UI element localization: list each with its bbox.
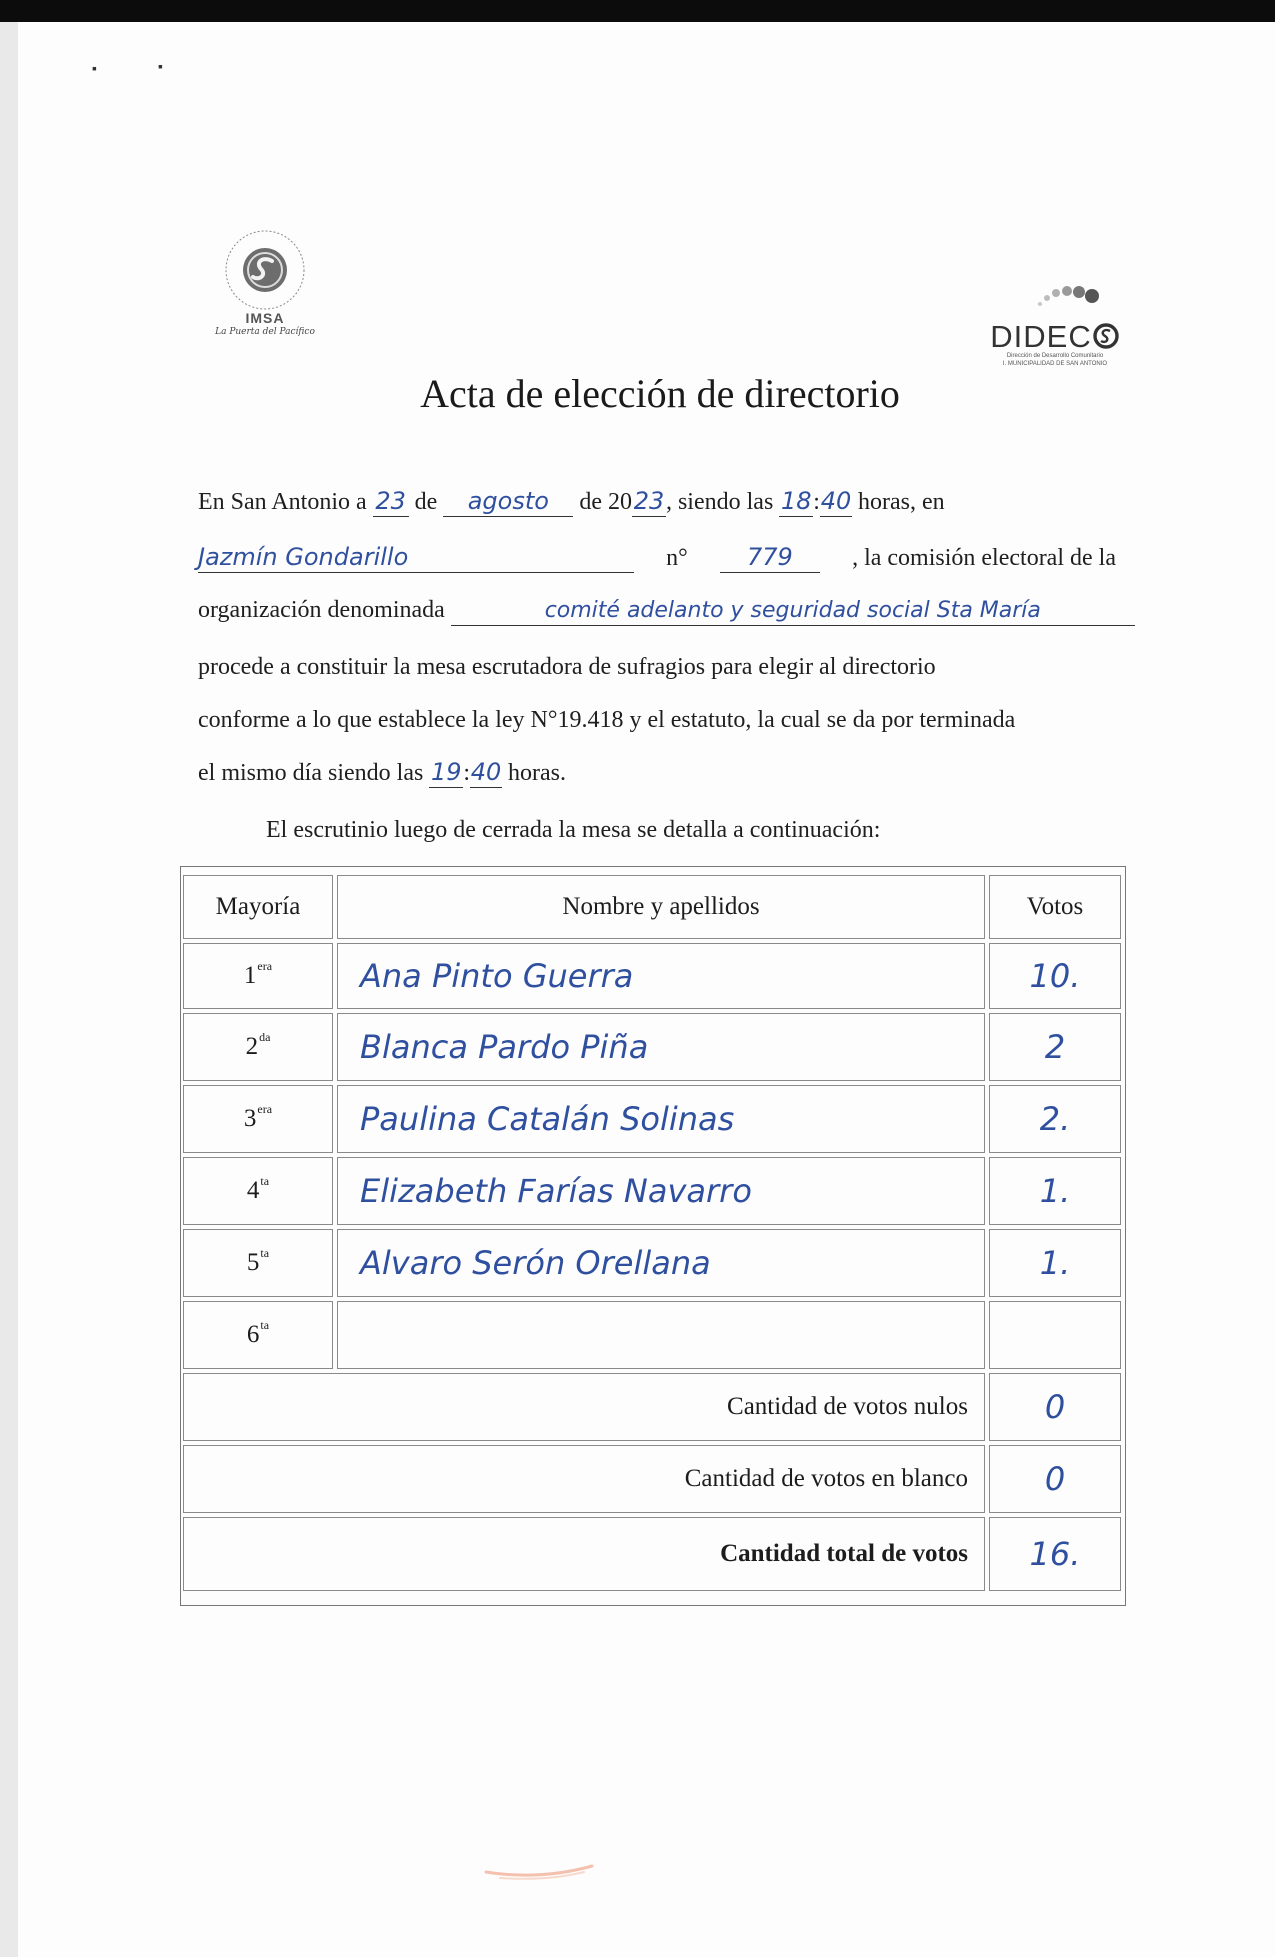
smudge-mark bbox=[480, 1860, 600, 1884]
header-name: Nombre y apellidos bbox=[337, 875, 985, 939]
rank-cell: 4 $^{ta}$ bbox=[183, 1157, 333, 1225]
total-votes-value: 16. bbox=[989, 1517, 1121, 1591]
end-minute-value: 40 bbox=[470, 758, 502, 786]
intro-line-7: El escrutinio luego de cerrada la mesa se detalla a continuación: bbox=[266, 817, 881, 843]
dideco-o-seal-icon bbox=[1092, 323, 1120, 349]
imsa-name: IMSA bbox=[245, 310, 285, 326]
static-text: el mismo día siendo las bbox=[198, 760, 424, 786]
month-field bbox=[443, 487, 573, 517]
static-text: En San Antonio a bbox=[198, 489, 367, 515]
rank-cell: 1 $^{era}$ bbox=[183, 943, 333, 1009]
candidate-name-cell: Elizabeth Farías Navarro bbox=[337, 1157, 985, 1225]
candidate-votes-cell: 2 bbox=[989, 1013, 1121, 1081]
null-votes-value: 0 bbox=[989, 1373, 1121, 1441]
blank-votes-label: Cantidad de votos en blanco bbox=[183, 1445, 985, 1513]
static-text: horas, en bbox=[857, 489, 945, 515]
organization-value: comité adelanto y seguridad social Sta María bbox=[544, 598, 1041, 623]
static-text: , la comisión electoral de la bbox=[852, 545, 1116, 571]
total-votes-label: Cantidad total de votos bbox=[183, 1517, 985, 1591]
page-title: Acta de elección de directorio bbox=[420, 371, 900, 416]
static-text: n° bbox=[666, 545, 688, 571]
intro-line-1: En San Antonio a 23 de agosto de 2023, siendo las 18:40 horas, en bbox=[198, 487, 945, 515]
scan-speck: ▪ bbox=[158, 60, 163, 75]
candidate-name-cell bbox=[337, 1301, 985, 1369]
day-field bbox=[373, 487, 409, 517]
dideco-dots-icon bbox=[1000, 278, 1110, 312]
street-number-field bbox=[720, 543, 820, 573]
intro-line-5: conforme a lo que establece la ley N°19.418 y el estatuto, la cual se da por terminada bbox=[198, 707, 1016, 733]
intro-line-4: procede a constituir la mesa escrutadora de sufragios para elegir al directorio bbox=[198, 654, 936, 680]
street-value: Jazmín Gondarillo bbox=[198, 543, 409, 571]
intro-line-2 bbox=[198, 543, 1116, 573]
intro-line-6: el mismo día siendo las 19:40 horas. bbox=[198, 758, 566, 786]
static-text: de 20 bbox=[579, 489, 632, 515]
dideco-name: DIDEC bbox=[975, 321, 1135, 352]
dideco-municipality: I. MUNICIPALIDAD DE SAN ANTONIO bbox=[1002, 361, 1108, 367]
candidate-name-cell: Blanca Pardo Piña bbox=[337, 1013, 985, 1081]
candidate-votes-cell: 10. bbox=[989, 943, 1121, 1009]
end-hour-field bbox=[429, 758, 463, 788]
street-field bbox=[198, 543, 634, 573]
street-number-value: 779 bbox=[747, 543, 793, 571]
candidate-votes-cell: 1. bbox=[989, 1229, 1121, 1297]
imsa-logo bbox=[205, 228, 325, 358]
scan-speck: ▪ bbox=[92, 62, 97, 77]
static-text: horas. bbox=[507, 760, 566, 786]
scan-top-edge bbox=[0, 0, 1275, 22]
candidate-votes-cell: 1. bbox=[989, 1157, 1121, 1225]
candidate-votes-cell: 2. bbox=[989, 1085, 1121, 1153]
dideco-subtitle: Dirección de Desarrollo Comunitario bbox=[1006, 353, 1104, 359]
rank-cell: 5 $^{ta}$ bbox=[183, 1229, 333, 1297]
header-votes: Votos bbox=[989, 875, 1121, 939]
static-text: de bbox=[414, 489, 438, 515]
year-value: 23 bbox=[633, 487, 665, 515]
static-text: , siendo las bbox=[665, 489, 774, 515]
year-field bbox=[632, 487, 666, 517]
blank-votes-value: 0 bbox=[989, 1445, 1121, 1513]
start-minute-field bbox=[820, 487, 852, 517]
end-hour-value: 19 bbox=[431, 758, 462, 786]
static-text: organización denominada bbox=[198, 597, 445, 623]
organization-field bbox=[451, 596, 1135, 626]
rank-cell: 2 $^{da}$ bbox=[183, 1013, 333, 1081]
header-rank: Mayoría bbox=[183, 875, 333, 939]
ballot-count-table bbox=[180, 866, 1126, 1606]
start-hour-value: 18 bbox=[781, 487, 812, 515]
dideco-logo bbox=[975, 278, 1135, 368]
rank-cell: 6 $^{ta}$ bbox=[183, 1301, 333, 1369]
candidate-votes-cell bbox=[989, 1301, 1121, 1369]
rank-cell: 3 $^{era}$ bbox=[183, 1085, 333, 1153]
null-votes-label: Cantidad de votos nulos bbox=[183, 1373, 985, 1441]
imsa-tagline: La Puerta del Pacífico bbox=[215, 327, 315, 337]
start-minute-value: 40 bbox=[820, 487, 852, 515]
month-value: agosto bbox=[467, 487, 549, 515]
intro-line-3 bbox=[198, 595, 1118, 626]
imsa-seal-icon bbox=[223, 228, 307, 312]
candidate-name-cell: Paulina Catalán Solinas bbox=[337, 1085, 985, 1153]
candidate-name-cell: Ana Pinto Guerra bbox=[337, 943, 985, 1009]
day-value: 23 bbox=[375, 487, 406, 515]
start-hour-field bbox=[779, 487, 813, 517]
candidate-name-cell: Alvaro Serón Orellana bbox=[337, 1229, 985, 1297]
end-minute-field bbox=[470, 758, 502, 788]
